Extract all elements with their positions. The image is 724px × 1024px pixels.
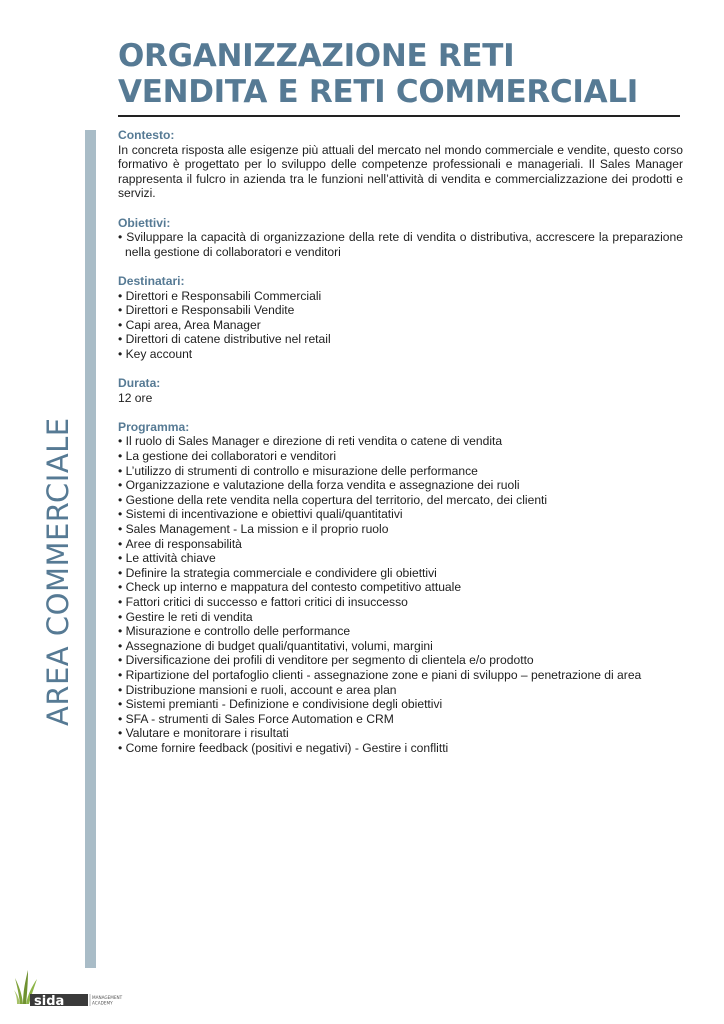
section-text: In concreta risposta alle esigenze più attuali del mercato nel mondo commerciale e vendite, questo corso formativo è progettato per lo sviluppo delle competenze professionali e manageriali. Il Sales Manager rappresenta il fulcro in azienda tra le funzioni nell’attività di vendita e commercializzazione dei prodotti e servizi. [118,142,683,201]
section-destinatari [118,274,683,362]
list-item: • Le attività chiave [118,551,683,566]
list-item: • La gestione dei collaboratori e venditori [118,449,683,464]
list-item: • Gestione della rete vendita nella copertura del territorio, del mercato, dei clienti [118,493,683,508]
list-item: • Distribuzione mansioni e ruoli, account e area plan [118,683,683,698]
list-item: • Gestire le reti di vendita [118,610,683,625]
list-item: • Sistemi di incentivazione e obiettivi quali/quantitativi [118,507,683,522]
list-item: • Direttori di catene distributive nel retail [118,332,683,347]
course-content [118,128,683,770]
list-item: • Direttori e Responsabili Vendite [118,303,683,318]
list-item: • Check up interno e mappatura del contesto competitivo attuale [118,580,683,595]
side-accent-bar [85,130,96,968]
list-item: • Capi area, Area Manager [118,318,683,333]
list-item: • Misurazione e controllo delle performance [118,624,683,639]
list-item: • Diversificazione dei profili di venditore per segmento di clientela e/o prodotto [118,653,683,668]
list-item: • Sales Management - La mission e il proprio ruolo [118,522,683,537]
logo-tagline-2: ACADEMY [92,1000,113,1006]
list-item: • Come fornire feedback (positivi e negativi) - Gestire i conflitti [118,741,683,756]
logo-brand-text: sida [34,994,65,1008]
section-durata [118,376,683,405]
list-item: • Sviluppare la capacità di organizzazione della rete di vendita o distributiva, accrescere la preparazione nella gestione di collaboratori e venditori [118,230,683,259]
list-item: • L’utilizzo di strumenti di controllo e misurazione delle performance [118,464,683,479]
list-item: • Key account [118,347,683,362]
list-item: • Sistemi premianti - Definizione e condivisione degli obiettivi [118,697,683,712]
section-heading: Durata: [118,376,161,391]
list-item: • Aree di responsabilità [118,537,683,552]
destinatari-list [118,289,683,362]
section-obiettivi [118,216,683,260]
obiettivi-list [118,230,683,259]
sida-logo [14,964,126,1008]
section-contesto [118,128,683,201]
page-title [118,38,688,110]
list-item: • Il ruolo di Sales Manager e direzione di reti vendita o catene di vendita [118,434,683,449]
list-item: • SFA - strumenti di Sales Force Automation e CRM [118,712,683,727]
page-title-line-1: ORGANIZZAZIONE RETI [118,38,515,74]
logo-tagline-1: MANAGEMENT [92,995,123,1000]
sida-logo-icon [14,964,126,1008]
section-heading: Programma: [118,419,190,434]
section-heading: Obiettivi: [118,215,171,230]
list-item: • Fattori critici di successo e fattori critici di insuccesso [118,595,683,610]
page-title-line-2: VENDITA E RETI COMMERCIALI [118,74,639,110]
title-divider [118,115,680,117]
programma-list [118,434,683,755]
section-heading: Destinatari: [118,273,185,288]
list-item: • Definire la strategia commerciale e condividere gli obiettivi [118,566,683,581]
section-heading: Contesto: [118,128,175,142]
list-item: • Assegnazione di budget quali/quantitativi, volumi, margini [118,639,683,654]
side-area-label: AREA COMMERCIALE [41,417,75,726]
section-programma [118,420,683,756]
list-item: • Ripartizione del portafoglio clienti - assegnazione zone e piani di sviluppo – penetrazione di area [118,668,683,683]
list-item: • Direttori e Responsabili Commerciali [118,289,683,304]
durata-value: 12 ore [118,390,153,405]
list-item: • Organizzazione e valutazione della forza vendita e assegnazione dei ruoli [118,478,683,493]
list-item: • Valutare e monitorare i risultati [118,726,683,741]
